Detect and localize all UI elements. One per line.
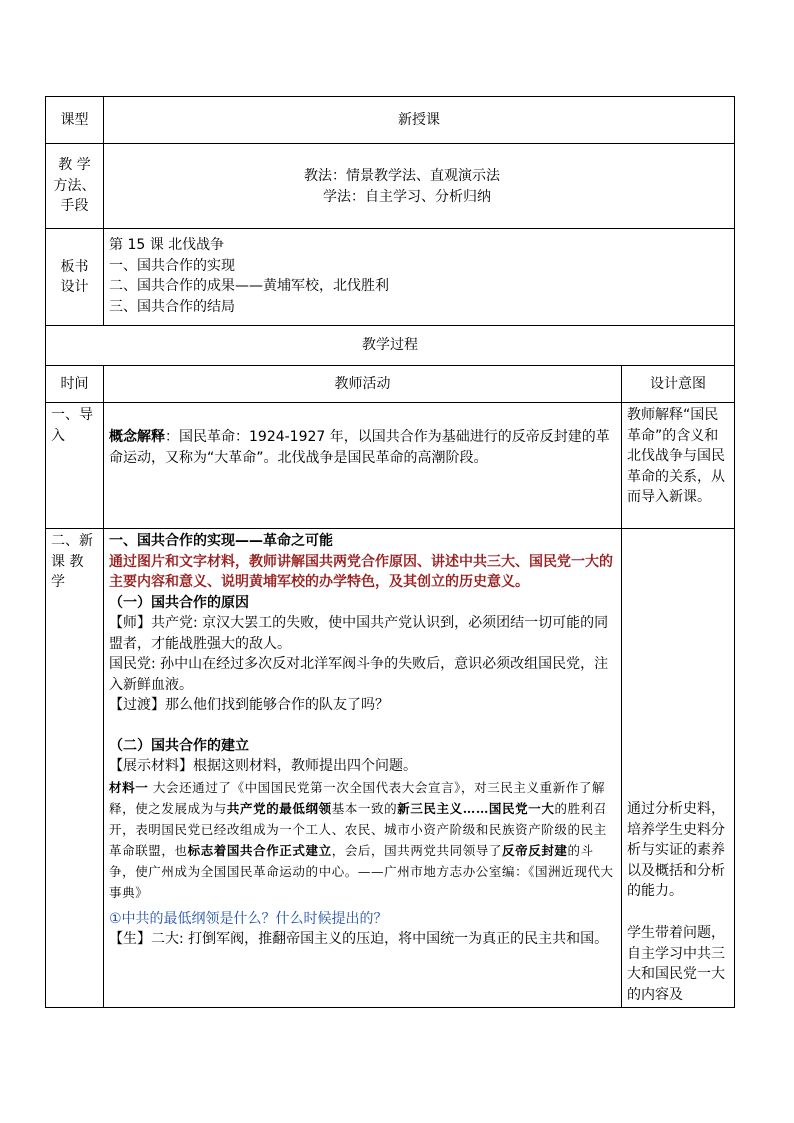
concept-paragraph bbox=[109, 427, 617, 468]
intent-self-study: 学生带着问题，自主学习中共三大和国民党一大的内容及 bbox=[627, 925, 725, 1003]
intro-activity bbox=[103, 402, 622, 529]
process-title: 教学过程 bbox=[45, 325, 735, 366]
subheading-cause: （一）国共合作的原因 bbox=[109, 594, 249, 611]
student-answer: 【生】二大: 打倒军阀，推翻帝国主义的压迫，将中国统一为真正的民主共和国。 bbox=[109, 931, 609, 947]
board-label: 板书 设计 bbox=[45, 228, 104, 326]
concept-label: 概念解释 bbox=[109, 429, 165, 445]
learning-method: 学法：自主学习、分析归纳 bbox=[323, 189, 491, 205]
header-time: 时间 bbox=[45, 365, 104, 403]
transition-paragraph: 【过渡】那么他们找到能够合作的队友了吗？ bbox=[109, 697, 389, 713]
type-value: 新授课 bbox=[103, 96, 735, 144]
new-lesson-intent bbox=[621, 528, 735, 1008]
teaching-method: 教法：情景教学法、直观演示法 bbox=[304, 168, 500, 184]
material-one: 材料一 大会还通过了《中国国民党第一次全国代表大会宣言》，对三民主义重新作了解释，使之发展成为与共产党的最低纲领基本一致的新三民主义……国民党一大的胜利召开，表明国民党已经改组成为一个工人、农民、城市小资产阶级和民族资产阶级的民主革命联盟，也标志着国共合作正式建立，会后，国共两党共同领导了反帝反封建的斗争，使广州成为全国国民革命运动的中心。——广州市地方志办公室编：《国洲近现代大事典》 bbox=[109, 779, 614, 900]
intro-time: 一、导 入 bbox=[45, 402, 104, 529]
new-lesson-time: 二、新 课 教 学 bbox=[45, 528, 104, 1008]
teaching-goal: 通过图片和文字材料，教师讲解国共两党合作原因、讲述中共三大、国民党一大的主要内容和意义、说明黄埔军校的办学特色，及其创立的历史意义。 bbox=[109, 553, 613, 590]
teacher-paragraph: 【师】共产党: 京汉大罢工的失败，使中国共产党认识到，必须团结一切可能的同盟者，才能战胜强大的敌人。 bbox=[109, 615, 609, 652]
header-design-intent: 设计意图 bbox=[621, 365, 735, 403]
show-material-paragraph: 【展示材料】根据这则材料，教师提出四个问题。 bbox=[109, 758, 417, 774]
type-label: 课型 bbox=[45, 96, 104, 144]
methods-label: 教 学 方法、 手段 bbox=[45, 143, 104, 229]
board-line-3: 三、国共合作的结局 bbox=[109, 298, 235, 315]
board-content bbox=[103, 228, 735, 326]
question-1: ①中共的最低纲领是什么？什么时候提出的？ bbox=[109, 910, 388, 927]
section-heading-1: 一、国共合作的实现——革命之可能 bbox=[109, 533, 333, 549]
intro-intent: 教师解释“国民革命”的含义和北伐战争与国民革命的关系，从而导入新课。 bbox=[621, 402, 735, 529]
new-lesson-activity bbox=[103, 528, 622, 1008]
board-line-1: 一、国共合作的实现 bbox=[109, 257, 235, 274]
methods-content bbox=[103, 143, 735, 229]
board-line-2: 二、国共合作的成果——黄埔军校，北伐胜利 bbox=[109, 278, 389, 294]
board-line-title: 第 15 课 北伐战争 bbox=[109, 237, 225, 253]
concept-text: ：国民革命：1924-1927 年，以国共合作为基础进行的反帝反封建的革命运动，又称为“大革命”。北伐战争是国民革命的高潮阶段。 bbox=[109, 429, 610, 466]
header-teacher-activity: 教师活动 bbox=[103, 365, 622, 403]
kmt-paragraph: 国民党: 孙中山在经过多次反对北洋军阀斗争的失败后，意识必须改组国民党，注入新鲜血液。 bbox=[109, 656, 609, 693]
subheading-establish: （二）国共合作的建立 bbox=[109, 737, 249, 754]
intent-analysis: 通过分析史料，培养学生史料分析与实证的素养以及概括和分析的能力。 bbox=[627, 801, 725, 899]
